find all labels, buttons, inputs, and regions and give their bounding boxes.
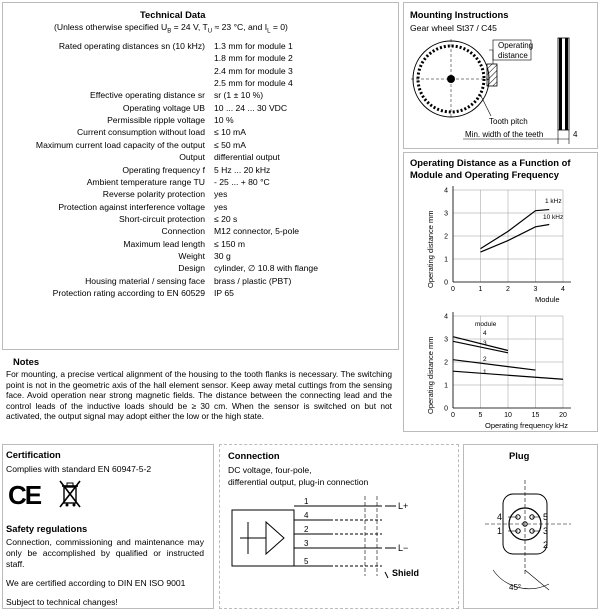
certification-title: Certification bbox=[6, 449, 61, 460]
legend-title: module bbox=[475, 321, 497, 328]
shield-label: Shield bbox=[392, 568, 420, 578]
connection-pin-label: 3 bbox=[304, 539, 309, 548]
y-tick-label: 1 bbox=[444, 256, 448, 264]
x-tick-label: 3 bbox=[533, 286, 538, 293]
lplus-label: L+ bbox=[398, 501, 409, 511]
spec-value: - 25 ... + 80 °C bbox=[214, 176, 270, 187]
spec-value: cylinder, ∅ 10.8 with flange bbox=[214, 263, 318, 274]
x-tick-label: 10 bbox=[504, 412, 512, 419]
x-tick-label: 2 bbox=[506, 286, 510, 293]
spec-value: 5 Hz ... 20 kHz bbox=[214, 164, 271, 175]
series-label: 1 kHz bbox=[545, 198, 562, 205]
distance-label: distance bbox=[498, 51, 528, 60]
technical-data-title: Technical Data bbox=[140, 9, 206, 20]
plug-title: Plug bbox=[509, 450, 530, 461]
spec-label: Maximum current load capacity of the output bbox=[35, 139, 205, 150]
spec-row bbox=[0, 262, 395, 274]
mounting-subtitle: Gear wheel St37 / C45 bbox=[410, 23, 497, 33]
series-line bbox=[481, 225, 550, 253]
spec-row bbox=[0, 213, 395, 225]
spec-value: 10 ... 24 ... 30 VDC bbox=[214, 102, 288, 113]
x-tick-label: 0 bbox=[451, 412, 455, 419]
connection-line1: DC voltage, four-pole, bbox=[228, 465, 312, 475]
spec-value: yes bbox=[214, 201, 228, 212]
x-tick-label: 1 bbox=[478, 286, 483, 293]
spec-label: Maximum lead length bbox=[123, 238, 205, 249]
spec-row bbox=[0, 176, 395, 188]
spec-label: Weight bbox=[178, 250, 205, 261]
spec-row bbox=[0, 65, 395, 77]
spec-value: M12 connector, 5-pole bbox=[214, 226, 300, 237]
connection-pin-label: 4 bbox=[304, 511, 309, 520]
connection-pin-label: 5 bbox=[304, 557, 309, 566]
plug-pin-5: 5 bbox=[543, 512, 549, 522]
chart-title-line1: Operating Distance as a Function of bbox=[410, 157, 571, 168]
spec-row bbox=[0, 188, 395, 200]
spec-table bbox=[0, 40, 398, 310]
min-width-label: Min. width of the teeth bbox=[465, 130, 544, 139]
plug-pin-3: 3 bbox=[543, 526, 549, 536]
ce-mark-icon: CE bbox=[8, 480, 41, 510]
spec-row bbox=[0, 287, 395, 299]
spec-row bbox=[0, 151, 395, 163]
spec-value: 2.4 mm for module 3 bbox=[214, 65, 293, 76]
notes-title: Notes bbox=[13, 356, 40, 367]
spec-row bbox=[0, 250, 395, 262]
spec-label: Output bbox=[179, 152, 205, 163]
spec-row bbox=[0, 238, 395, 250]
spec-label: Protection against interference voltage bbox=[58, 201, 205, 212]
weee-bin-icon bbox=[58, 479, 82, 509]
width-value: 4 bbox=[573, 130, 578, 139]
spec-value: ≤ 20 s bbox=[214, 213, 238, 224]
series-line bbox=[453, 360, 536, 370]
iso-text: We are certified according to DIN EN ISO 9001 bbox=[6, 578, 186, 588]
spec-value: 30 g bbox=[214, 250, 231, 261]
spec-label: Reverse polarity protection bbox=[102, 189, 205, 200]
spec-row bbox=[0, 126, 395, 138]
tooth-pitch-label: Tooth pitch bbox=[489, 117, 528, 126]
spec-label: Design bbox=[178, 263, 205, 274]
spec-value: ≤ 150 m bbox=[214, 238, 245, 249]
spec-label: Protection rating according to EN 60529 bbox=[52, 288, 205, 298]
distance-vs-module-chart bbox=[403, 182, 598, 306]
y-tick-label: 1 bbox=[444, 382, 448, 390]
spec-row bbox=[0, 77, 395, 89]
x-tick-label: 4 bbox=[561, 286, 565, 293]
connection-pin-label: 1 bbox=[304, 497, 309, 506]
series-label: 4 bbox=[483, 330, 487, 337]
spec-value: 1.8 mm for module 2 bbox=[214, 53, 293, 64]
spec-row bbox=[0, 164, 395, 176]
spec-value: 10 % bbox=[214, 115, 234, 126]
spec-value: ≤ 50 mA bbox=[214, 139, 246, 150]
spec-row bbox=[0, 89, 395, 101]
gear-diagram bbox=[403, 34, 598, 146]
y-axis-label: Operating distance mm bbox=[426, 210, 435, 288]
y-axis-label: Operating distance mm bbox=[426, 336, 435, 414]
spec-label: Permissible ripple voltage bbox=[107, 115, 205, 126]
safety-text: Connection, commissioning and maintenance may only be accomplished by qualified or instructed staff. bbox=[6, 537, 204, 569]
spec-label: Connection bbox=[161, 226, 205, 237]
connection-line2: differential output, plug-in connection bbox=[228, 477, 369, 487]
plug-pin-4: 4 bbox=[497, 512, 503, 522]
spec-label: Effective operating distance sr bbox=[90, 90, 205, 101]
spec-value: brass / plastic (PBT) bbox=[214, 275, 292, 286]
connection-title: Connection bbox=[228, 450, 280, 461]
spec-value: IP 65 bbox=[214, 288, 234, 298]
y-tick-label: 4 bbox=[444, 187, 448, 195]
series-line bbox=[481, 210, 550, 249]
y-tick-label: 0 bbox=[444, 405, 448, 413]
operating-label: Operating bbox=[498, 41, 534, 50]
y-tick-label: 2 bbox=[444, 359, 448, 367]
series-label: 2 bbox=[483, 356, 487, 363]
x-axis-label: Module bbox=[535, 295, 560, 304]
safety-title: Safety regulations bbox=[6, 523, 88, 534]
spec-value: 2.5 mm for module 4 bbox=[214, 78, 293, 89]
series-label: 10 kHz bbox=[543, 214, 564, 221]
y-tick-label: 4 bbox=[444, 313, 448, 321]
subject-text: Subject to technical changes! bbox=[6, 597, 118, 607]
x-tick-label: 20 bbox=[559, 412, 567, 419]
plug-pin-2: 2 bbox=[543, 540, 549, 550]
spec-row bbox=[0, 114, 395, 126]
connection-pin-label: 2 bbox=[304, 525, 309, 534]
spec-label: Ambient temperature range TU bbox=[86, 176, 205, 187]
plug-angle-label: 45° bbox=[509, 583, 522, 592]
spec-value: differential output bbox=[214, 152, 280, 163]
plug-diagram bbox=[463, 466, 598, 606]
spec-label: Current consumption without load bbox=[76, 127, 205, 138]
y-tick-label: 2 bbox=[444, 233, 448, 241]
spec-value: ≤ 10 mA bbox=[214, 127, 246, 138]
x-tick-label: 15 bbox=[531, 412, 540, 419]
spec-row bbox=[0, 201, 395, 213]
x-tick-label: 0 bbox=[451, 286, 455, 293]
spec-label: Short-circuit protection bbox=[119, 213, 205, 224]
lminus-label: L− bbox=[398, 543, 409, 553]
technical-data-subtitle: (Unless otherwise specified $U_B = 24$ V, $T_U \approx 23$ °C, and $I_L = 0$) bbox=[54, 22, 288, 35]
connection-diagram bbox=[222, 492, 458, 607]
x-axis-label: Operating frequency kHz bbox=[485, 421, 568, 430]
spec-value: sr (1 ± 10 %) bbox=[214, 90, 264, 101]
series-label: 1 bbox=[483, 369, 487, 376]
y-tick-label: 3 bbox=[444, 336, 448, 344]
plug-pin-1: 1 bbox=[497, 526, 503, 536]
spec-label: Rated operating distances sn (10 kHz) bbox=[58, 41, 205, 51]
notes-text: For mounting, a precise vertical alignment of the housing to the tooth flanks is necessary. The switching point is not in the geometric axis of the hall element sensor. Keep away metal cuttings from the sensing face. Avoid operation near strong magnetic fields. The distance between the connecting lead and the control leads of the inductive loads should be ≥ 30 cm. When the sensor is switched on but not activated, the output signal may adopt either the low or the high state. bbox=[6, 369, 392, 422]
spec-row bbox=[0, 225, 395, 237]
x-tick-label: 5 bbox=[478, 412, 483, 419]
spec-row bbox=[0, 40, 395, 52]
mounting-title: Mounting Instructions bbox=[410, 9, 509, 20]
spec-row bbox=[0, 102, 395, 114]
spec-row bbox=[0, 275, 395, 287]
spec-label: Operating frequency f bbox=[122, 164, 205, 175]
certification-text: Complies with standard EN 60947-5-2 bbox=[6, 464, 152, 474]
spec-row bbox=[0, 52, 395, 64]
spec-row bbox=[0, 139, 395, 151]
y-tick-label: 3 bbox=[444, 210, 448, 218]
distance-vs-frequency-chart bbox=[403, 308, 598, 432]
y-tick-label: 0 bbox=[444, 279, 448, 287]
spec-label: Housing material / sensing face bbox=[85, 275, 205, 286]
spec-value: yes bbox=[214, 189, 228, 200]
spec-label: Operating voltage UB bbox=[122, 102, 205, 113]
series-label: 3 bbox=[483, 340, 487, 347]
spec-value: 1.3 mm for module 1 bbox=[214, 41, 293, 51]
chart-title-line2: Module and Operating Frequency bbox=[410, 169, 559, 180]
